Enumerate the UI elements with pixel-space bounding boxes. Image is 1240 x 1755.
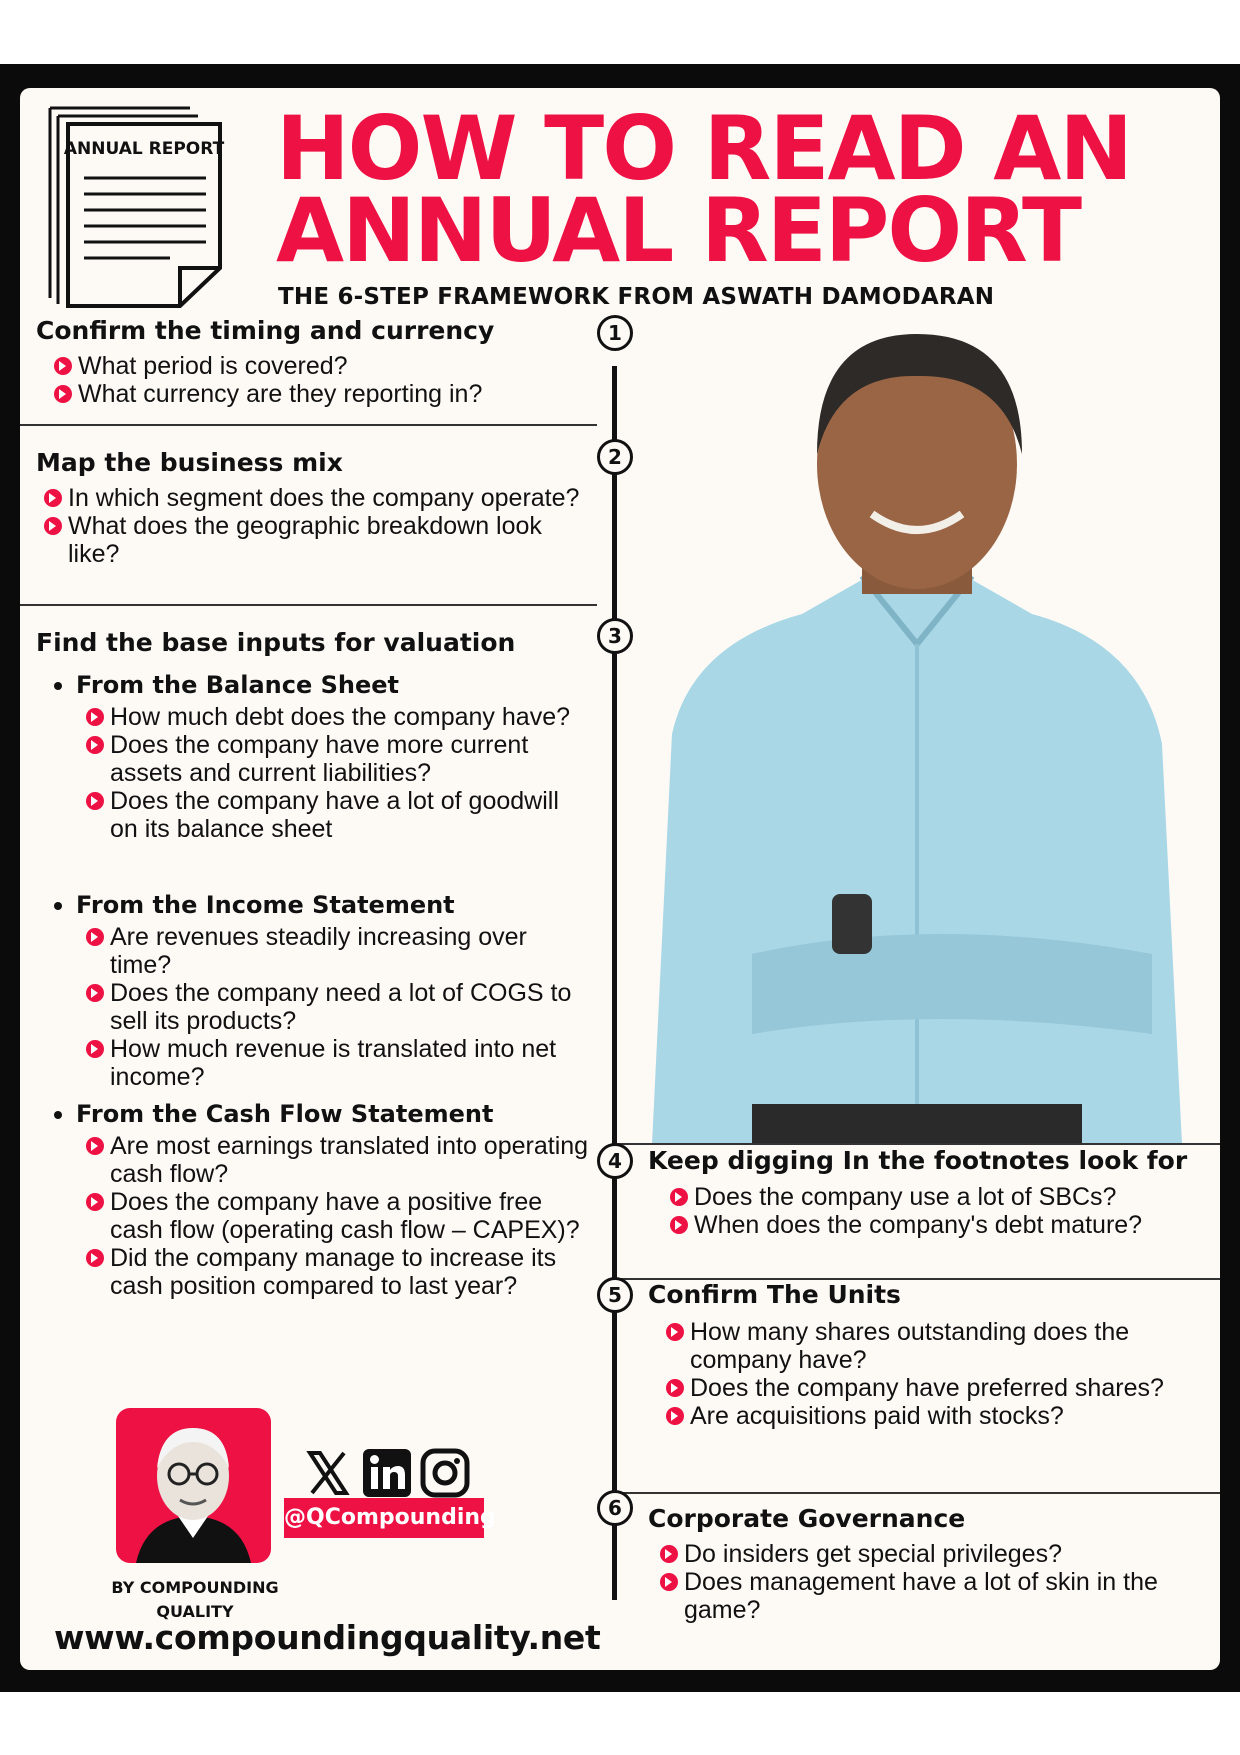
list-item: Does the company have a lot of goodwill on its balance sheet bbox=[86, 787, 586, 843]
website-link[interactable]: www.compoundingquality.net bbox=[54, 1618, 601, 1657]
step-1-list bbox=[54, 352, 594, 408]
social-icons bbox=[304, 1446, 474, 1500]
arrow-bullet-icon bbox=[670, 1188, 688, 1206]
doc-icon-label: ANNUAL REPORT bbox=[63, 139, 225, 159]
balance-sheet-heading: From the Balance Sheet bbox=[54, 671, 399, 699]
arrow-bullet-icon bbox=[44, 517, 62, 535]
cash-flow-heading: From the Cash Flow Statement bbox=[54, 1100, 493, 1128]
step-5-list bbox=[666, 1318, 1186, 1430]
list-item: Are most earnings translated into operating cash flow? bbox=[86, 1132, 596, 1188]
arrow-bullet-icon bbox=[54, 357, 72, 375]
step-6-list bbox=[660, 1540, 1200, 1624]
income-statement-heading: From the Income Statement bbox=[54, 891, 455, 919]
page-subtitle: THE 6-STEP FRAMEWORK FROM ASWATH DAMODARAN bbox=[278, 284, 995, 310]
title-line-2: ANNUAL REPORT bbox=[276, 179, 1080, 282]
list-item: Do insiders get special privileges? bbox=[660, 1540, 1200, 1568]
cash-flow-list bbox=[86, 1132, 596, 1300]
divider bbox=[20, 424, 597, 426]
arrow-bullet-icon bbox=[54, 385, 72, 403]
annual-report-document-icon bbox=[40, 98, 230, 308]
list-item: Are acquisitions paid with stocks? bbox=[666, 1402, 1186, 1430]
bullet-dot-icon bbox=[54, 682, 62, 690]
linkedin-icon[interactable] bbox=[362, 1448, 412, 1498]
step-4-title: Keep digging In the footnotes look for bbox=[648, 1146, 1188, 1175]
divider bbox=[617, 1492, 1220, 1494]
timeline-line bbox=[612, 366, 617, 1600]
instagram-icon[interactable] bbox=[420, 1448, 470, 1498]
arrow-bullet-icon bbox=[86, 928, 104, 946]
list-item: What does the geographic breakdown look like? bbox=[44, 512, 599, 568]
list-item: Does the company have a positive free cash flow (operating cash flow – CAPEX)? bbox=[86, 1188, 596, 1244]
step-6-title: Corporate Governance bbox=[648, 1504, 966, 1533]
step-1-number: 1 bbox=[597, 315, 633, 351]
list-item: Does management have a lot of skin in the game? bbox=[660, 1568, 1200, 1624]
divider bbox=[617, 1143, 1220, 1145]
arrow-bullet-icon bbox=[660, 1545, 678, 1563]
byline: BY COMPOUNDING QUALITY bbox=[111, 1578, 279, 1621]
portrait-photo bbox=[632, 314, 1192, 1144]
arrow-bullet-icon bbox=[86, 708, 104, 726]
list-item: What currency are they reporting in? bbox=[54, 380, 594, 408]
arrow-bullet-icon bbox=[86, 792, 104, 810]
step-3-title: Find the base inputs for valuation bbox=[36, 628, 516, 657]
list-item: Does the company need a lot of COGS to sell its products? bbox=[86, 979, 586, 1035]
author-portrait-icon bbox=[116, 1408, 271, 1563]
arrow-bullet-icon bbox=[44, 489, 62, 507]
list-item: Does the company have more current assets and current liabilities? bbox=[86, 731, 586, 787]
list-item: In which segment does the company operate? bbox=[44, 484, 599, 512]
arrow-bullet-icon bbox=[666, 1379, 684, 1397]
arrow-bullet-icon bbox=[666, 1407, 684, 1425]
list-item: Are revenues steadily increasing over time? bbox=[86, 923, 586, 979]
step-2-title: Map the business mix bbox=[36, 448, 343, 477]
arrow-bullet-icon bbox=[86, 1249, 104, 1267]
step-3-number: 3 bbox=[597, 618, 633, 654]
income-statement-list bbox=[86, 923, 586, 1091]
title-line-1: HOW TO READ AN bbox=[276, 97, 1132, 200]
arrow-bullet-icon bbox=[86, 1193, 104, 1211]
arrow-bullet-icon bbox=[670, 1216, 688, 1234]
bullet-dot-icon bbox=[54, 1111, 62, 1119]
list-item: Does the company have preferred shares? bbox=[666, 1374, 1186, 1402]
list-item: How much revenue is translated into net income? bbox=[86, 1035, 586, 1091]
step-4-list bbox=[670, 1183, 1210, 1239]
step-2-number: 2 bbox=[597, 439, 633, 475]
step-5-title: Confirm The Units bbox=[648, 1280, 901, 1309]
page-title bbox=[276, 97, 1132, 282]
list-item: Does the company use a lot of SBCs? bbox=[670, 1183, 1210, 1211]
arrow-bullet-icon bbox=[86, 1137, 104, 1155]
balance-sheet-list bbox=[86, 703, 586, 843]
step-2-list bbox=[44, 484, 599, 568]
step-6-number: 6 bbox=[597, 1490, 633, 1526]
arrow-bullet-icon bbox=[86, 984, 104, 1002]
list-item: How many shares outstanding does the company have? bbox=[666, 1318, 1186, 1374]
list-item: When does the company's debt mature? bbox=[670, 1211, 1210, 1239]
divider bbox=[20, 604, 597, 606]
social-handle[interactable]: @QCompounding bbox=[284, 1498, 484, 1538]
list-item: How much debt does the company have? bbox=[86, 703, 586, 731]
arrow-bullet-icon bbox=[86, 1040, 104, 1058]
step-5-number: 5 bbox=[597, 1277, 633, 1313]
x-icon[interactable] bbox=[304, 1449, 352, 1497]
bullet-dot-icon bbox=[54, 902, 62, 910]
list-item: What period is covered? bbox=[54, 352, 594, 380]
author-avatar bbox=[116, 1408, 271, 1563]
infographic-card bbox=[20, 88, 1220, 1670]
step-1-title: Confirm the timing and currency bbox=[36, 316, 495, 345]
list-item: Did the company manage to increase its cash position compared to last year? bbox=[86, 1244, 596, 1300]
step-4-number: 4 bbox=[597, 1143, 633, 1179]
arrow-bullet-icon bbox=[666, 1323, 684, 1341]
arrow-bullet-icon bbox=[660, 1573, 678, 1591]
arrow-bullet-icon bbox=[86, 736, 104, 754]
